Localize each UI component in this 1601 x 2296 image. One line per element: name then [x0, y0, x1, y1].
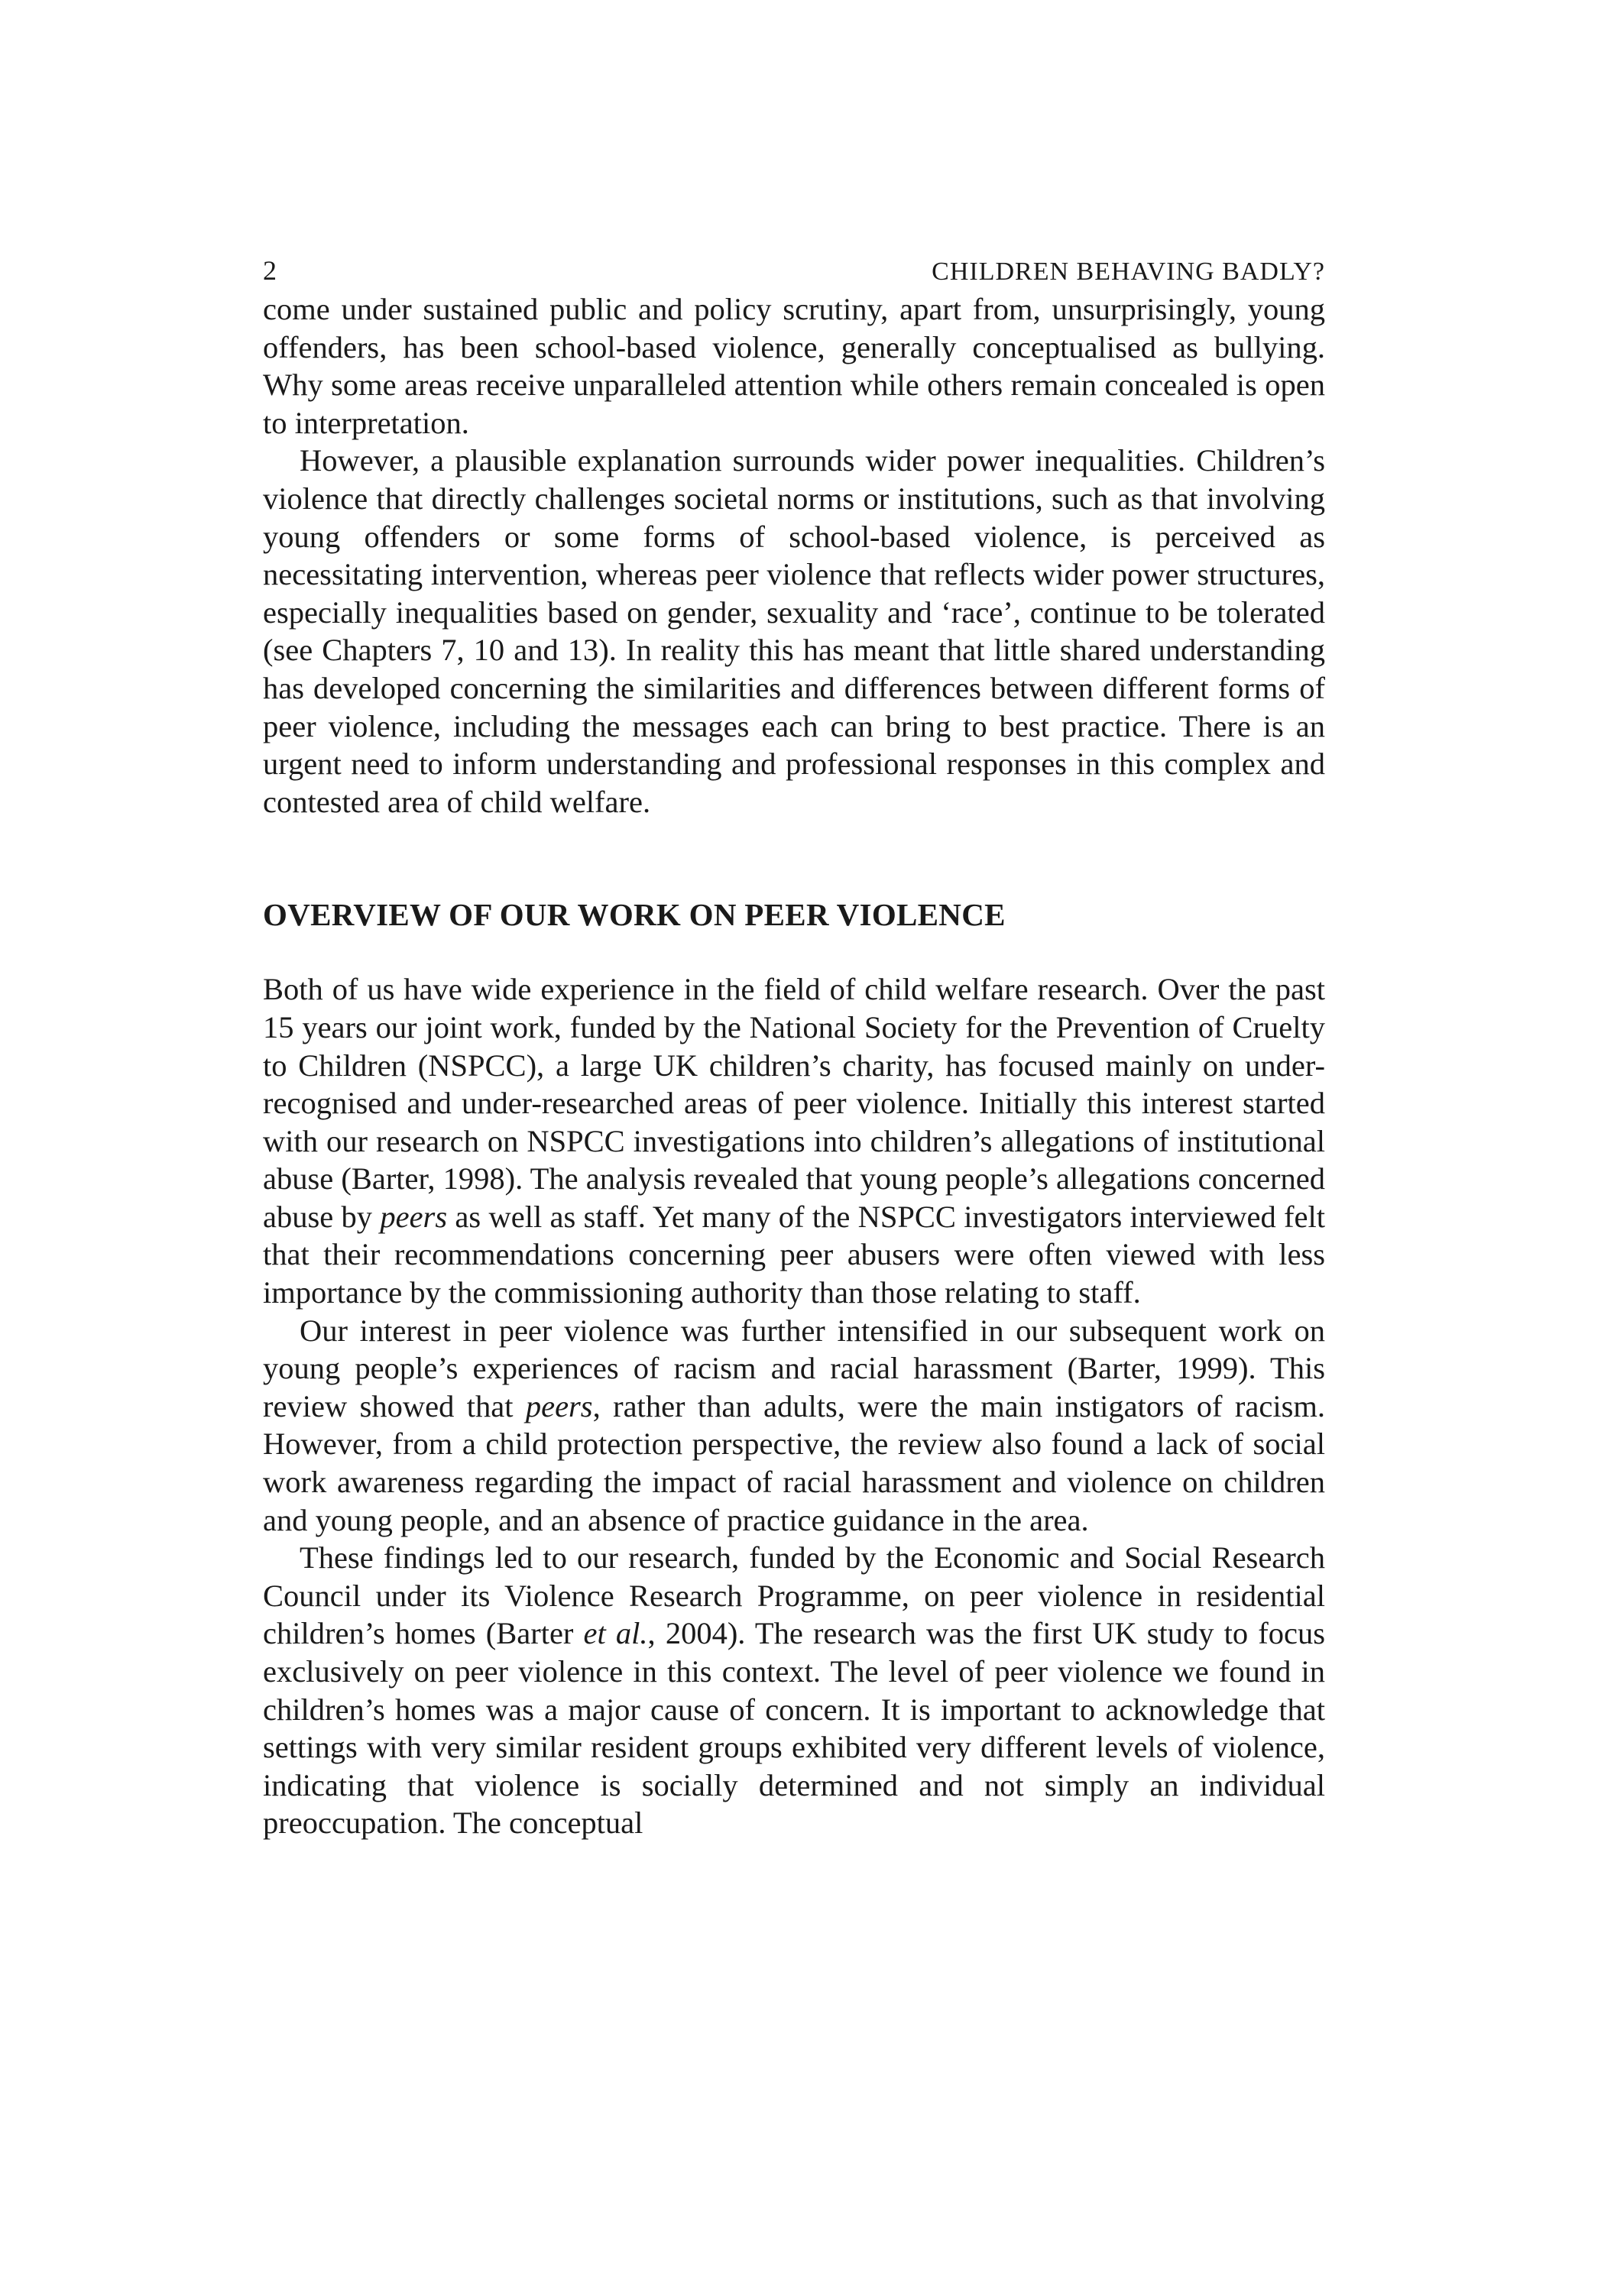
italic-emphasis: peers — [380, 1199, 448, 1234]
running-head — [263, 252, 1325, 290]
italic-emphasis: peers — [525, 1388, 593, 1423]
paragraph-power-inequalities: However, a plausible explanation surrounds wider power inequalities. Children’s violence that directly challenges societal norms or institutions, such as that involving young offenders or some forms of school-based violence, is perceived as necessitating intervention, whereas peer violence that reflects wider power structures, especially inequalities based on gender, sexuality and ‘race’, continue to be tolerated (see Chapters 7, 10 and 13). In reality this has meant that little shared understanding has developed concerning the similarities and differences between different forms of peer violence, including the messages each can bring to best practice. There is an urgent need to inform understanding and professional responses in this complex and contested area of child welfare. — [263, 443, 1325, 819]
body-text — [263, 290, 1325, 1842]
running-title: CHILDREN BEHAVING BADLY? — [932, 257, 1325, 286]
book-page — [263, 252, 1325, 1842]
italic-emphasis: et al. — [583, 1616, 648, 1651]
paragraph-racism: Our interest in peer violence was further intensified in our subsequent work on young people’s experiences of racism and racial harassment (Barter, 1999). This review showed that peers, rather than adults, were the main instigators of racism. However, from a child protection perspective, the review also found a lack of social work awareness regarding the impact of racial harassment and violence on children and young people, and an absence of practice guidance in the area. — [263, 1313, 1325, 1537]
paragraph-continued: come under sustained public and policy scrutiny, apart from, unsurprisingly, young offenders, has been school-based violence, generally conceptualised as bullying. Why some areas receive unparalleled attention while others remain concealed is open to interpretation. — [263, 292, 1325, 440]
section-heading: OVERVIEW OF OUR WORK ON PEER VIOLENCE — [263, 897, 1006, 933]
page-number: 2 — [263, 255, 277, 286]
paragraph-findings: These findings led to our research, funded by the Economic and Social Research Council under its Violence Research Programme, on peer violence in residential children’s homes (Barter et al., 2004). The research was the first UK study to focus exclusively on peer violence in this context. The level of peer violence we found in children’s homes was a major cause of concern. It is important to acknowledge that settings with very similar resident groups exhibited very different levels of violence, indicating that violence is socially determined and not simply an individual preoccupation. The conceptual — [263, 1540, 1325, 1841]
paragraph-experience: Both of us have wide experience in the field of child welfare research. Over the past 15 years our joint work, funded by the National Society for the Prevention of Cruelty to Children (NSPCC), a large UK children’s charity, has focused mainly on under-recognised and under-researched areas of peer violence. Initially this interest started with our research on NSPCC investigations into children’s allegations of institutional abuse (Barter, 1998). The analysis revealed that young people’s allegations concerned abuse by peers as well as staff. Yet many of the NSPCC investigators interviewed felt that their recommendations concerning peer abusers were often viewed with less importance by the commissioning authority than those relating to staff. — [263, 972, 1325, 1310]
